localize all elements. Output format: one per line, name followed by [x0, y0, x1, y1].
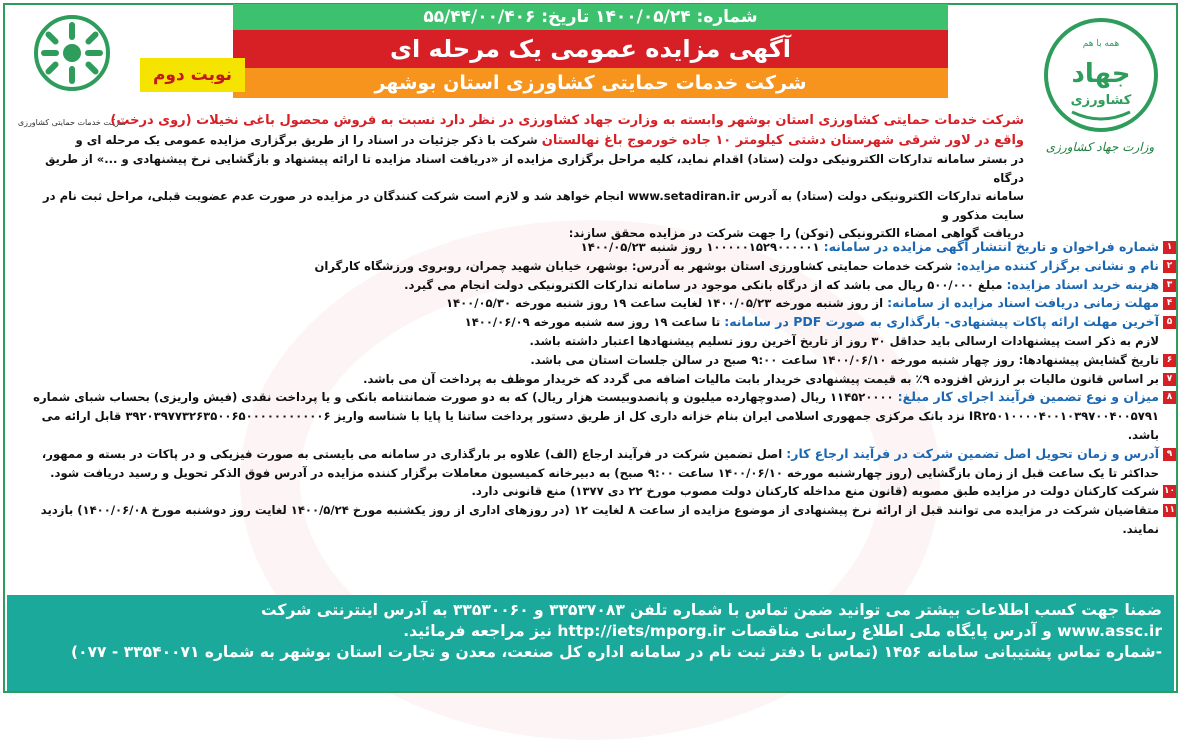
- list-item: [14, 501, 1176, 539]
- item-text: تاریخ گشایش پیشنهادها: روز چهار شنبه مورخه ۱۴۰۰/۰۶/۱۰ ساعت ۹:۰۰ صبح در سالن جلسات استان می باشد.: [530, 352, 1159, 367]
- item-label: نام و نشانی برگزار کننده مزایده:: [956, 257, 1159, 273]
- intro-line-2-red: واقع در لاور شرقی شهرستان دشتی کیلومتر ۱۰ جاده خورموج باغ نهالستان: [541, 132, 1024, 148]
- page-title: آگهی مزایده عمومی یک مرحله ای: [233, 30, 948, 68]
- list-item: [14, 238, 1176, 257]
- item-number: ۹: [1163, 448, 1176, 461]
- list-item: [14, 482, 1176, 501]
- company-logo-icon: [18, 12, 126, 94]
- list-item: [14, 257, 1176, 276]
- logo-right-main: جهاد: [1071, 59, 1131, 89]
- list-item: [14, 351, 1176, 370]
- intro-line-2: [14, 131, 1024, 151]
- company-logo-caption: شرکت خدمات حمایتی کشاورزی: [17, 118, 127, 127]
- item-text: مبلغ ۵۰۰/۰۰۰ ریال می باشد که از درگاه بانکی موجود در سامانه تدارکات الکترونیکی دولت انجام می گیرد.: [404, 277, 1007, 292]
- item-text: از روز شنبه مورخه ۱۴۰۰/۰۵/۲۳ لغایت ساعت ۱۹ روز شنبه مورخه ۱۴۰۰/۰۵/۳۰: [445, 296, 888, 311]
- item-text: بر اساس قانون مالیات بر ارزش افزوده ۹٪ به قیمت پیشنهادی خریدار بابت مالیات اضافه می گردد که خریدار موظف به پرداخت آن می باشد.: [363, 371, 1159, 386]
- item-text: ۱۱۴۵۲۰۰۰۰ ریال (صدوچهارده میلیون و پانصدوبیست هزار ریال) که به دو صورت ضمانتنامه بانکی و یا پرداخت نقدی (فیش واریزی) بحساب شبای شماره: [33, 390, 898, 405]
- validity-note: لازم به ذکر است پیشنهادات ارسالی باید حداقل ۳۰ روز از تاریخ آخرین روز تسلیم پیشنهادها اعتبار داشته باشد.: [529, 333, 1159, 348]
- intro-paragraph: [14, 112, 1024, 243]
- item-label: هزینه خرید اسناد مزایده:: [1006, 276, 1159, 292]
- ad-number-date: شماره: ۱۴۰۰/۰۵/۲۴ تاریخ: ۵۵/۴۴/۰۰/۴۰۶: [233, 4, 948, 30]
- item-number: ۵: [1163, 316, 1176, 329]
- item-label: میزان و نوع تضمین فرآیند اجرای کار مبلغ:: [897, 389, 1159, 405]
- item-number: ۷: [1163, 373, 1176, 386]
- footer-line-3: -شماره تماس پشتیبانی سامانه ۱۴۵۶ (تماس با دفتر ثبت نام در سامانه اداره کل صنعت، معدن و تجارت استان بوشهر به شماره ۳۳۵۴۰۰۷۱ - ۰۷۷): [71, 643, 1162, 661]
- item-number: ۸: [1163, 391, 1176, 404]
- footer-line-2: www.assc.ir و آدرس پایگاه ملی اطلاع رسانی مناقصات http://iets/mporg.ir نیز مراجعه فرمائید.: [403, 622, 1162, 640]
- footer-line-1: ضمنا جهت کسب اطلاعات بیشتر می توانید ضمن تماس با شماره تلفن ۳۳۵۳۷۰۸۳ و ۳۳۵۳۰۰۶۰ به آدرس اینترنتی شرکت: [261, 601, 1162, 619]
- intro-line-2-rest: شرکت با ذکر جزئیات در اسناد را از طریق برگزاری مزایده عمومی یک مرحله ای و: [75, 132, 542, 147]
- list-item: [14, 276, 1176, 295]
- item-text: ۱۰۰۰۰۰۱۵۲۹۰۰۰۰۰۱ روز شنبه ۱۴۰۰/۰۵/۲۳: [580, 240, 824, 254]
- intro-line-5: دریافت گواهی امضاء الکترونیکی (توکن) را جهت شرکت در مزایده محقق سازند:: [568, 226, 1024, 240]
- intro-line-3: در بستر سامانه تدارکات الکترونیکی دولت (ستاد) اقدام نماید، کلیه مراحل برگزاری مزایده از «دریافت اسناد مزایده تا ارائه پیشنهاد و بازگشایی نرخ پیشنهادی و ...» از طریق درگاه: [45, 152, 1024, 185]
- item-number: ۲: [1163, 260, 1176, 273]
- conditions-list: [14, 238, 1176, 539]
- item-8-continued: IR۲۵۰۱۰۰۰۰۴۰۰۱۰۳۹۷۰۰۴۰۰۵۷۹۱ نزد بانک مرکزی جمهوری اسلامی ایران بنام خزانه داری کل از طریق دستور پرداخت ساتنا یا پایا با شناسه واریز ۳۹۲۰۳۹۷۷۳۲۶۳۵۰۰۶۵۰۰۰۰۰۰۰۰۰۰۰۶ قابل ارائه می باشد.: [41, 409, 1159, 442]
- item-number: ۶: [1163, 354, 1176, 367]
- contact-footer: [7, 595, 1174, 691]
- item-label: مهلت زمانی دریافت اسناد مزایده از سامانه:: [887, 295, 1159, 311]
- item-number: ۳: [1163, 279, 1176, 292]
- item-text: شرکت خدمات حمایتی کشاورزی استان بوشهر به آدرس: بوشهر، خیابان شهید چمران، روبروی ورزشگاه کارگران: [314, 258, 957, 273]
- list-item: [14, 313, 1176, 332]
- list-item: [14, 388, 1176, 407]
- item-number: ۱۱: [1164, 505, 1175, 516]
- item-label: شماره فراخوان و تاریخ انتشار آگهی مزایده در سامانه:: [823, 239, 1159, 254]
- item-label: آدرس و زمان تحویل اصل تضمین شرکت در فرآیند ارجاع کار:: [786, 445, 1159, 461]
- item-text: شرکت کارکنان دولت در مزایده طبق مصوبه (قانون منع مداخله کارکنان دولت مصوب مورخ ۲۲ دی ۱۳۷۷) منع قانونی دارد.: [471, 484, 1159, 499]
- item-text: متقاضیان شرکت در مزایده می توانند قبل از ارائه نرخ پیشنهادی از موضوع مزایده از ساعت ۸ لغایت ۱۲ (در روزهای اداری از روز یکشنبه مورخ ۱۴۰۰/۵/۲۴ لغایت روز دوشنبه مورخ ۱۴۰۰/۰۶/۰۸) بازدید نمایند.: [40, 503, 1159, 536]
- list-item: [14, 370, 1176, 389]
- item-text: اصل تضمین شرکت در فرآیند ارجاع (الف) علاوه بر بارگذاری در سامانه می بایستی به صورت فیزیکی و در پاکات در بسته و ممهور،: [41, 446, 787, 461]
- item-number: ۴: [1163, 297, 1176, 310]
- logo-right-sub: کشاورزی: [1070, 93, 1132, 108]
- item-number: ۱: [1163, 241, 1176, 254]
- list-item: [14, 445, 1176, 464]
- item-9-continued: حداکثر تا یک ساعت قبل از زمان بازگشایی (روز چهارشنبه مورخه ۱۴۰۰/۰۶/۱۰ ساعت ۹:۰۰ صبح) به دبیرخانه کمیسیون معاملات برگزار کننده مزایده در آدرس فوق الذکر تحویل و رسید دریافت شود.: [50, 465, 1159, 480]
- intro-line-1: شرکت خدمات حمایتی کشاورزی استان بوشهر وابسته به وزارت جهاد کشاورزی در نظر دارد نسبت به فروش محصول باغی نخیلات (روی درخت): [110, 113, 1024, 128]
- item-number: ۱۰: [1164, 486, 1175, 497]
- item-text: تا ساعت ۱۹ روز سه شنبه مورخه ۱۴۰۰/۰۶/۰۹: [464, 315, 725, 330]
- jahad-logo-icon: [1042, 16, 1160, 134]
- ministry-caption: وزارت جهاد کشاورزی: [1045, 140, 1155, 154]
- list-item: [14, 294, 1176, 313]
- round-badge: نوبت دوم: [140, 58, 245, 92]
- intro-line-4: سامانه تدارکات الکترونیکی دولت (ستاد) به آدرس www.setadiran.ir انجام خواهد شد و لازم است شرکت کنندگان در مزایده در صورت عدم عضویت قبلی، مراحل ثبت نام در سایت مذکور و: [43, 189, 1024, 222]
- item-label: آخرین مهلت ارائه پاکات پیشنهادی- بارگذاری به صورت PDF در سامانه:: [724, 314, 1159, 330]
- company-name: شرکت خدمات حمایتی کشاورزی استان بوشهر: [233, 68, 948, 98]
- logo-right-top: همه با هم: [1082, 39, 1120, 49]
